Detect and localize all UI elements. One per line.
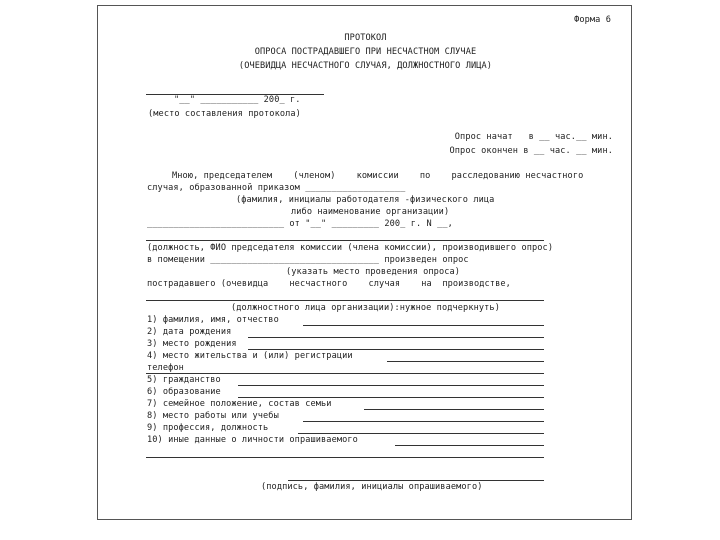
- title-line-2: ОПРОСА ПОСТРАДАВШЕГО ПРИ НЕСЧАСТНОМ СЛУЧАЕ: [254, 47, 477, 57]
- title-line-1: ПРОТОКОЛ: [344, 33, 387, 43]
- item-family: 7) семейное положение, состав семьи: [147, 399, 332, 409]
- item-other-data: 10) иные данные о личности опрашиваемого: [147, 435, 358, 445]
- signature-caption: (подпись, фамилия, инициалы опрашиваемого): [261, 482, 483, 492]
- interview-end-line: Опрос окончен в __ час. __ мин.: [449, 146, 613, 156]
- extra-blank-line[interactable]: [146, 457, 544, 458]
- body-line-2: случая, образованной приказом ___________________: [147, 183, 406, 193]
- caption-official: (должностного лица организации):нужное подчеркнуть): [231, 303, 500, 313]
- item-phone-field[interactable]: [146, 373, 544, 374]
- item-birth-place: 3) место рождения: [147, 339, 237, 349]
- caption-place: (указать место проведения опроса): [286, 267, 461, 277]
- date-line: "__" ___________ 200_ г.: [174, 95, 301, 105]
- chair-blank-line[interactable]: [146, 240, 544, 241]
- item-birth-date-field[interactable]: [248, 337, 544, 338]
- caption-chair: (должность, ФИО председателя комиссии (члена комиссии), производившего опрос): [147, 243, 554, 253]
- caption-employer-1: (фамилия, инициалы работодателя -физического лица: [236, 195, 495, 205]
- signature-line[interactable]: [288, 480, 544, 481]
- item-citizenship: 5) гражданство: [147, 375, 221, 385]
- item-full-name-field[interactable]: [303, 325, 544, 326]
- item-citizenship-field[interactable]: [238, 385, 544, 386]
- item-residence: 4) место жительства и (или) регистрации: [147, 351, 353, 361]
- official-blank-line[interactable]: [146, 300, 544, 301]
- item-family-field[interactable]: [364, 409, 544, 410]
- item-profession: 9) профессия, должность: [147, 423, 269, 433]
- interview-start-line: Опрос начат в __ час.__ мин.: [454, 132, 613, 142]
- item-birth-place-field[interactable]: [248, 349, 544, 350]
- item-birth-date: 2) дата рождения: [147, 327, 232, 337]
- item-profession-field[interactable]: [298, 433, 544, 434]
- item-phone: телефон: [147, 363, 184, 373]
- body-line-1: Мною, председателем (членом) комиссии по расследованию несчастного: [172, 171, 584, 181]
- item-education-field[interactable]: [238, 397, 544, 398]
- item-workplace-field[interactable]: [303, 421, 544, 422]
- room-line: в помещении ________________________________ произведен опрос: [147, 255, 469, 265]
- form-number: Форма 6: [574, 15, 611, 25]
- title-line-3: (ОЧЕВИДЦА НЕСЧАСТНОГО СЛУЧАЯ, ДОЛЖНОСТНОГО ЛИЦА): [238, 61, 493, 71]
- caption-employer-2: либо наименование организации): [291, 207, 450, 217]
- item-workplace: 8) место работы или учебы: [147, 411, 279, 421]
- place-caption: (место составления протокола): [148, 109, 301, 119]
- item-residence-field[interactable]: [387, 361, 544, 362]
- order-line: __________________________ от "__" _________ 200_ г. N __,: [147, 219, 453, 229]
- victim-line: пострадавшего (очевидца несчастного случая на производстве,: [147, 279, 511, 289]
- item-full-name: 1) фамилия, имя, отчество: [147, 315, 279, 325]
- item-education: 6) образование: [147, 387, 221, 397]
- item-other-data-field[interactable]: [395, 445, 544, 446]
- protocol-form-page: [97, 5, 632, 520]
